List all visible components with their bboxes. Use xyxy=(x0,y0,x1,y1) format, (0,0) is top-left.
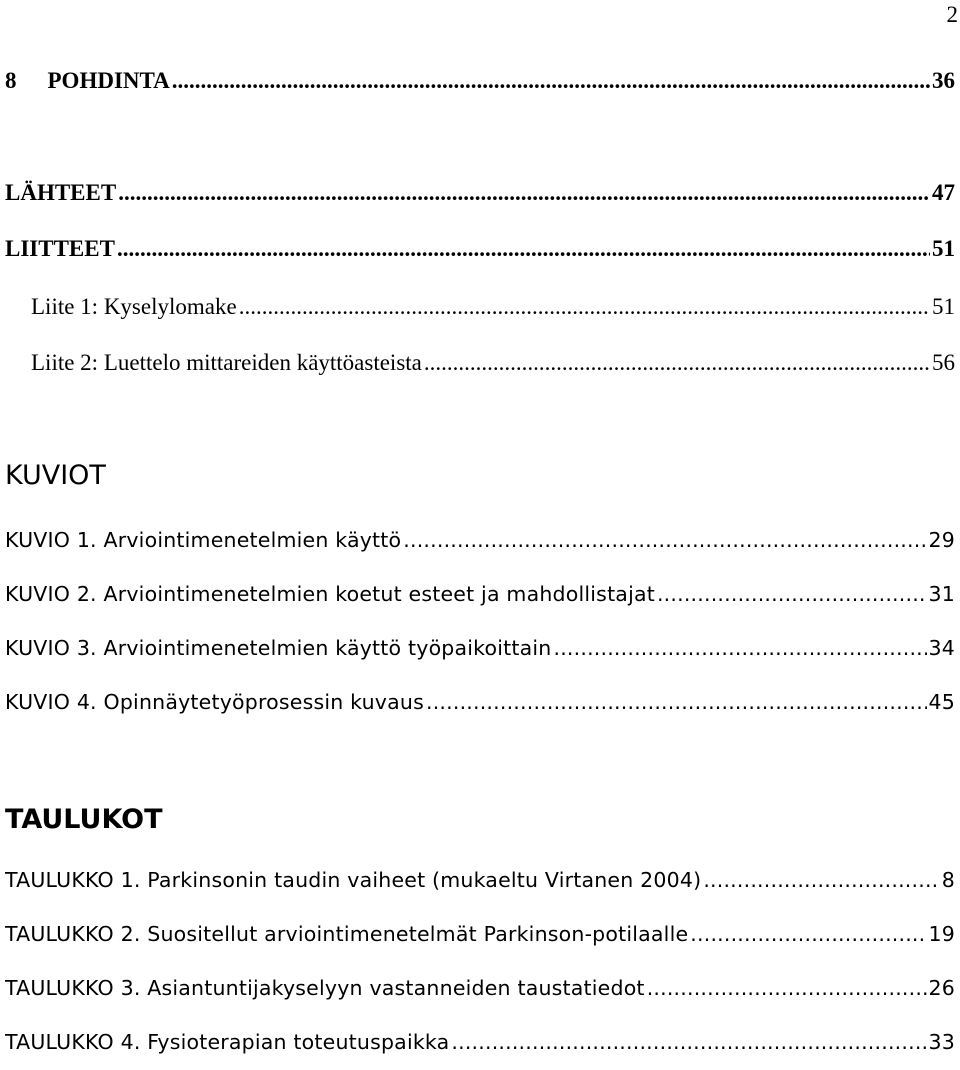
chapter-number: 8 xyxy=(5,68,17,93)
toc-entry-page: 19 xyxy=(928,922,955,946)
toc-entry-taulukko-3[interactable] xyxy=(5,976,955,1012)
toc-entry-page: 26 xyxy=(928,976,955,1000)
toc-entry-page: 29 xyxy=(928,528,955,552)
toc-entry-kuvio-2[interactable] xyxy=(5,582,955,618)
section-heading-taulukot: TAULUKOT xyxy=(5,804,163,835)
toc-entry-kuvio-3[interactable] xyxy=(5,636,955,672)
section-heading-kuviot: KUVIOT xyxy=(5,460,106,491)
dot-leader xyxy=(424,350,930,376)
toc-entry-liite-2[interactable] xyxy=(31,350,955,386)
dot-leader xyxy=(451,1030,926,1054)
toc-entry-taulukko-1[interactable] xyxy=(5,868,955,904)
dot-leader xyxy=(553,636,926,660)
toc-entry-title: Liite 2: Luettelo mittareiden käyttöasteista xyxy=(31,350,422,375)
toc-entry-kuvio-1[interactable] xyxy=(5,528,955,564)
chapter-title: POHDINTA xyxy=(47,68,170,93)
toc-entry-page: 56 xyxy=(932,350,955,375)
toc-entry-title: LÄHTEET xyxy=(5,180,117,205)
toc-entry-title: KUVIO 1. Arviointimenetelmien käyttö xyxy=(5,528,402,552)
dot-leader xyxy=(239,294,930,320)
toc-entry-page: 33 xyxy=(928,1030,955,1054)
toc-entry-kuvio-4[interactable] xyxy=(5,690,955,726)
dot-leader xyxy=(657,582,927,606)
toc-entry-title: KUVIO 2. Arviointimenetelmien koetut esteet ja mahdollistajat xyxy=(5,582,655,606)
toc-entry-title xyxy=(5,68,170,94)
toc-entry-page: 31 xyxy=(928,582,955,606)
dot-leader xyxy=(703,868,939,892)
toc-entry-title: TAULUKKO 3. Asiantuntijakyselyyn vastanneiden taustatiedot xyxy=(5,976,645,1000)
toc-entry-page: 36 xyxy=(932,68,955,93)
toc-entry-title: LIITTEET xyxy=(5,236,115,261)
dot-leader xyxy=(690,922,926,946)
dot-leader xyxy=(172,68,930,94)
toc-entry-page: 45 xyxy=(928,690,955,714)
dot-leader xyxy=(118,180,930,206)
toc-entry-page: 47 xyxy=(932,180,955,205)
page-number: 2 xyxy=(946,2,958,27)
toc-entry-title: Liite 1: Kyselylomake xyxy=(31,294,237,319)
toc-entry-page: 34 xyxy=(928,636,955,660)
toc-entry-page: 8 xyxy=(941,868,955,892)
dot-leader xyxy=(647,976,927,1000)
toc-entry-lahteet[interactable] xyxy=(5,180,955,216)
toc-entry-pohdinta[interactable] xyxy=(5,68,955,104)
toc-entry-title: KUVIO 4. Opinnäytetyöprosessin kuvaus xyxy=(5,690,424,714)
toc-entry-taulukko-2[interactable] xyxy=(5,922,955,958)
toc-entry-liitteet[interactable] xyxy=(5,236,955,272)
toc-entry-taulukko-4[interactable] xyxy=(5,1030,955,1066)
dot-leader xyxy=(426,690,927,714)
toc-entry-title: TAULUKKO 4. Fysioterapian toteutuspaikka xyxy=(5,1030,450,1054)
dot-leader xyxy=(117,236,930,262)
toc-entry-liite-1[interactable] xyxy=(31,294,955,330)
toc-entry-page: 51 xyxy=(932,236,955,261)
toc-entry-page: 51 xyxy=(932,294,955,319)
dot-leader xyxy=(403,528,926,552)
toc-entry-title: KUVIO 3. Arviointimenetelmien käyttö työpaikoittain xyxy=(5,636,552,660)
toc-entry-title: TAULUKKO 1. Parkinsonin taudin vaiheet (mukaeltu Virtanen 2004) xyxy=(5,868,702,892)
toc-entry-title: TAULUKKO 2. Suositellut arviointimenetelmät Parkinson-potilaalle xyxy=(5,922,689,946)
